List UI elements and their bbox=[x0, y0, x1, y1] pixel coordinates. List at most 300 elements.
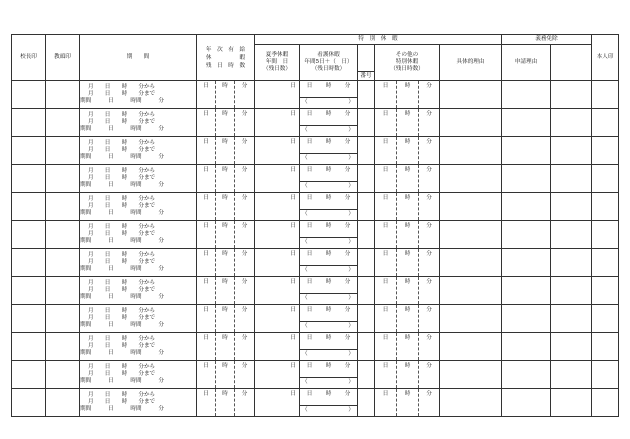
period-to: 月 日 時 分まで bbox=[88, 315, 156, 321]
other-minutes-cell[interactable] bbox=[419, 333, 440, 361]
nursing-paren-field[interactable] bbox=[300, 349, 357, 360]
other-days-cell[interactable] bbox=[375, 109, 397, 137]
other-minutes-cell[interactable] bbox=[419, 221, 440, 249]
nursing-days-unit: 日 bbox=[306, 251, 313, 257]
annual-minutes-cell[interactable] bbox=[235, 333, 255, 361]
other-minutes-cell[interactable] bbox=[419, 137, 440, 165]
other-days-cell[interactable] bbox=[375, 389, 397, 417]
vice-principal-seal-cell[interactable] bbox=[46, 193, 80, 221]
annual-minutes-cell[interactable] bbox=[235, 193, 255, 221]
other-days-cell[interactable] bbox=[375, 249, 397, 277]
annual-hours-unit: 時 bbox=[222, 195, 228, 201]
number-cell[interactable] bbox=[358, 137, 375, 165]
other-minutes-unit: 分 bbox=[426, 279, 432, 285]
nursing-remaining bbox=[300, 221, 357, 237]
nursing-cell[interactable] bbox=[300, 221, 358, 249]
application-reason-cell[interactable] bbox=[502, 277, 551, 305]
header-other-line2: 特別休暇 bbox=[395, 59, 419, 65]
period-from: 月 日 時 分から bbox=[88, 392, 156, 398]
header-principal-seal: 校長印 bbox=[12, 35, 46, 81]
paren-close: ） bbox=[348, 183, 354, 189]
other-days-cell[interactable] bbox=[375, 221, 397, 249]
summer-days-cell[interactable] bbox=[255, 221, 300, 249]
application-reason-cell[interactable] bbox=[502, 333, 551, 361]
period-cell[interactable] bbox=[80, 81, 197, 109]
summer-days-cell[interactable] bbox=[255, 165, 300, 193]
remarks-cell[interactable] bbox=[592, 193, 619, 221]
nursing-hours-unit: 時 bbox=[325, 111, 332, 117]
annual-minutes-unit: 分 bbox=[241, 335, 248, 341]
nursing-minutes-unit: 分 bbox=[344, 391, 351, 397]
header-annual-leave-line2: 休 暇 bbox=[205, 54, 246, 61]
personal-seal-cell[interactable] bbox=[551, 305, 592, 333]
specific-reason-cell[interactable] bbox=[440, 333, 502, 361]
annual-hours-cell[interactable] bbox=[216, 333, 235, 361]
nursing-cell[interactable] bbox=[300, 305, 358, 333]
header-nursing-line2: 年間5日＋（ 日） bbox=[304, 59, 353, 65]
principal-seal-cell[interactable] bbox=[12, 193, 46, 221]
vice-principal-seal-cell[interactable] bbox=[46, 165, 80, 193]
period-duration: 期間 日 時間 分 bbox=[80, 322, 164, 328]
annual-minutes-unit: 分 bbox=[241, 363, 248, 369]
vice-principal-seal-cell[interactable] bbox=[46, 361, 80, 389]
annual-hours-unit: 時 bbox=[222, 391, 228, 397]
remarks-cell[interactable] bbox=[592, 305, 619, 333]
application-reason-cell[interactable] bbox=[502, 221, 551, 249]
principal-seal-cell[interactable] bbox=[12, 81, 46, 109]
paren-open: （ bbox=[302, 127, 308, 133]
annual-days-cell[interactable] bbox=[197, 305, 216, 333]
personal-seal-cell[interactable] bbox=[551, 165, 592, 193]
personal-seal-cell[interactable] bbox=[551, 249, 592, 277]
header-summer-leave bbox=[255, 45, 300, 81]
annual-minutes-unit: 分 bbox=[241, 195, 248, 201]
other-days-unit: 日 bbox=[382, 307, 389, 313]
number-cell[interactable] bbox=[358, 277, 375, 305]
nursing-hours-unit: 時 bbox=[325, 307, 332, 313]
other-hours-cell[interactable] bbox=[397, 165, 419, 193]
annual-hours-cell[interactable] bbox=[216, 389, 235, 417]
annual-minutes-unit: 分 bbox=[241, 251, 248, 257]
annual-minutes-cell[interactable] bbox=[235, 389, 255, 417]
number-cell[interactable] bbox=[358, 109, 375, 137]
period-cell[interactable] bbox=[80, 221, 197, 249]
summer-days-unit: 日 bbox=[290, 391, 296, 397]
period-cell[interactable] bbox=[80, 305, 197, 333]
period-cell[interactable] bbox=[80, 389, 197, 417]
application-reason-cell[interactable] bbox=[502, 137, 551, 165]
vice-principal-seal-cell[interactable] bbox=[46, 277, 80, 305]
nursing-cell[interactable] bbox=[300, 109, 358, 137]
application-reason-cell[interactable] bbox=[502, 361, 551, 389]
nursing-paren-field[interactable] bbox=[300, 97, 357, 108]
nursing-cell[interactable] bbox=[300, 193, 358, 221]
personal-seal-cell[interactable] bbox=[551, 389, 592, 417]
annual-days-cell[interactable] bbox=[197, 277, 216, 305]
period-duration: 期間 日 時間 分 bbox=[80, 294, 164, 300]
annual-hours-cell[interactable] bbox=[216, 109, 235, 137]
nursing-days-unit: 日 bbox=[306, 223, 313, 229]
nursing-minutes-unit: 分 bbox=[344, 223, 351, 229]
remarks-cell[interactable] bbox=[592, 221, 619, 249]
other-minutes-cell[interactable] bbox=[419, 249, 440, 277]
application-reason-cell[interactable] bbox=[502, 81, 551, 109]
paren-close: ） bbox=[348, 351, 354, 357]
principal-seal-cell[interactable] bbox=[12, 221, 46, 249]
paren-open: （ bbox=[302, 351, 308, 357]
annual-minutes-cell[interactable] bbox=[235, 277, 255, 305]
other-hours-cell[interactable] bbox=[397, 137, 419, 165]
other-minutes-cell[interactable] bbox=[419, 109, 440, 137]
application-reason-cell[interactable] bbox=[502, 389, 551, 417]
nursing-paren-field[interactable] bbox=[300, 321, 357, 332]
vice-principal-seal-cell[interactable] bbox=[46, 221, 80, 249]
table-row bbox=[12, 221, 619, 249]
summer-days-cell[interactable] bbox=[255, 137, 300, 165]
vice-principal-seal-cell[interactable] bbox=[46, 389, 80, 417]
period-duration: 期間 日 時間 分 bbox=[80, 238, 164, 244]
number-cell[interactable] bbox=[358, 249, 375, 277]
nursing-days-unit: 日 bbox=[306, 111, 313, 117]
vice-principal-seal-cell[interactable] bbox=[46, 333, 80, 361]
other-hours-cell[interactable] bbox=[397, 361, 419, 389]
nursing-days-unit: 日 bbox=[306, 195, 313, 201]
personal-seal-cell[interactable] bbox=[551, 277, 592, 305]
nursing-minutes-unit: 分 bbox=[344, 307, 351, 313]
period-from: 月 日 時 分から bbox=[88, 252, 156, 258]
other-days-cell[interactable] bbox=[375, 193, 397, 221]
personal-seal-cell[interactable] bbox=[551, 221, 592, 249]
principal-seal-cell[interactable] bbox=[12, 249, 46, 277]
application-reason-cell[interactable] bbox=[502, 109, 551, 137]
vice-principal-seal-cell[interactable] bbox=[46, 305, 80, 333]
summer-days-unit: 日 bbox=[290, 363, 296, 369]
nursing-cell[interactable] bbox=[300, 137, 358, 165]
nursing-paren-field[interactable] bbox=[300, 125, 357, 136]
period-cell[interactable] bbox=[80, 277, 197, 305]
remarks-cell[interactable] bbox=[592, 361, 619, 389]
annual-hours-cell[interactable] bbox=[216, 361, 235, 389]
personal-seal-cell[interactable] bbox=[551, 109, 592, 137]
header-special-leave: 特 別 休 暇 bbox=[255, 35, 502, 45]
other-hours-cell[interactable] bbox=[397, 109, 419, 137]
annual-minutes-unit: 分 bbox=[241, 391, 248, 397]
other-days-cell[interactable] bbox=[375, 305, 397, 333]
nursing-paren-field[interactable] bbox=[300, 265, 357, 276]
annual-days-unit: 日 bbox=[203, 195, 209, 201]
number-cell[interactable] bbox=[358, 333, 375, 361]
annual-days-cell[interactable] bbox=[197, 81, 216, 109]
specific-reason-cell[interactable] bbox=[440, 221, 502, 249]
annual-days-unit: 日 bbox=[203, 335, 209, 341]
annual-days-cell[interactable] bbox=[197, 165, 216, 193]
period-from: 月 日 時 分から bbox=[88, 280, 156, 286]
personal-seal-cell[interactable] bbox=[551, 361, 592, 389]
annual-days-cell[interactable] bbox=[197, 109, 216, 137]
application-reason-cell[interactable] bbox=[502, 249, 551, 277]
nursing-paren-field[interactable] bbox=[300, 153, 357, 164]
specific-reason-cell[interactable] bbox=[440, 305, 502, 333]
vice-principal-seal-cell[interactable] bbox=[46, 137, 80, 165]
period-to: 月 日 時 分まで bbox=[88, 259, 156, 265]
specific-reason-cell[interactable] bbox=[440, 81, 502, 109]
nursing-cell[interactable] bbox=[300, 277, 358, 305]
annual-hours-cell[interactable] bbox=[216, 305, 235, 333]
annual-days-unit: 日 bbox=[203, 223, 209, 229]
number-cell[interactable] bbox=[358, 81, 375, 109]
principal-seal-cell[interactable] bbox=[12, 165, 46, 193]
principal-seal-cell[interactable] bbox=[12, 305, 46, 333]
paren-close: ） bbox=[348, 407, 354, 413]
annual-minutes-cell[interactable] bbox=[235, 137, 255, 165]
annual-hours-cell[interactable] bbox=[216, 165, 235, 193]
nursing-days-unit: 日 bbox=[306, 363, 313, 369]
specific-reason-cell[interactable] bbox=[440, 109, 502, 137]
nursing-paren-field[interactable] bbox=[300, 237, 357, 248]
other-hours-cell[interactable] bbox=[397, 193, 419, 221]
remarks-cell[interactable] bbox=[592, 137, 619, 165]
number-cell[interactable] bbox=[358, 221, 375, 249]
table-row bbox=[12, 137, 619, 165]
remarks-cell[interactable] bbox=[592, 277, 619, 305]
remarks-cell[interactable] bbox=[592, 109, 619, 137]
other-days-cell[interactable] bbox=[375, 333, 397, 361]
header-number-spacer bbox=[358, 45, 375, 72]
other-days-cell[interactable] bbox=[375, 81, 397, 109]
nursing-hours-unit: 時 bbox=[325, 279, 332, 285]
table-row bbox=[12, 333, 619, 361]
other-minutes-cell[interactable] bbox=[419, 277, 440, 305]
other-hours-cell[interactable] bbox=[397, 333, 419, 361]
header-annual-leave bbox=[197, 35, 255, 81]
other-minutes-unit: 分 bbox=[426, 111, 432, 117]
remarks-cell[interactable] bbox=[592, 165, 619, 193]
period-cell[interactable] bbox=[80, 165, 197, 193]
nursing-hours-unit: 時 bbox=[325, 391, 332, 397]
other-days-cell[interactable] bbox=[375, 361, 397, 389]
annual-minutes-cell[interactable] bbox=[235, 81, 255, 109]
annual-days-cell[interactable] bbox=[197, 193, 216, 221]
annual-days-unit: 日 bbox=[203, 167, 209, 173]
period-to: 月 日 時 分まで bbox=[88, 287, 156, 293]
annual-minutes-cell[interactable] bbox=[235, 165, 255, 193]
summer-days-cell[interactable] bbox=[255, 109, 300, 137]
nursing-cell[interactable] bbox=[300, 389, 358, 417]
nursing-cell[interactable] bbox=[300, 333, 358, 361]
number-cell[interactable] bbox=[358, 165, 375, 193]
other-hours-cell[interactable] bbox=[397, 277, 419, 305]
header-other-special bbox=[375, 45, 440, 81]
annual-days-cell[interactable] bbox=[197, 221, 216, 249]
other-hours-cell[interactable] bbox=[397, 221, 419, 249]
principal-seal-cell[interactable] bbox=[12, 137, 46, 165]
other-hours-cell[interactable] bbox=[397, 389, 419, 417]
nursing-hours-unit: 時 bbox=[325, 251, 332, 257]
summer-days-cell[interactable] bbox=[255, 249, 300, 277]
other-minutes-cell[interactable] bbox=[419, 305, 440, 333]
annual-days-cell[interactable] bbox=[197, 333, 216, 361]
table-row bbox=[12, 277, 619, 305]
nursing-hours-unit: 時 bbox=[325, 139, 332, 145]
summer-days-cell[interactable] bbox=[255, 361, 300, 389]
annual-minutes-cell[interactable] bbox=[235, 221, 255, 249]
principal-seal-cell[interactable] bbox=[12, 109, 46, 137]
number-cell[interactable] bbox=[358, 361, 375, 389]
period-cell[interactable] bbox=[80, 249, 197, 277]
specific-reason-cell[interactable] bbox=[440, 137, 502, 165]
number-cell[interactable] bbox=[358, 305, 375, 333]
annual-minutes-cell[interactable] bbox=[235, 305, 255, 333]
other-minutes-unit: 分 bbox=[426, 167, 432, 173]
other-minutes-unit: 分 bbox=[426, 307, 432, 313]
period-from: 月 日 時 分から bbox=[88, 196, 156, 202]
remarks-cell[interactable] bbox=[592, 249, 619, 277]
period-cell[interactable] bbox=[80, 137, 197, 165]
annual-minutes-unit: 分 bbox=[241, 111, 248, 117]
nursing-paren-field[interactable] bbox=[300, 377, 357, 388]
summer-days-cell[interactable] bbox=[255, 81, 300, 109]
period-to: 月 日 時 分まで bbox=[88, 399, 156, 405]
header-annual-leave-line1: 年 次 有 給 bbox=[205, 46, 246, 53]
nursing-remaining bbox=[300, 361, 357, 377]
other-minutes-cell[interactable] bbox=[419, 165, 440, 193]
number-cell[interactable] bbox=[358, 193, 375, 221]
nursing-remaining bbox=[300, 137, 357, 153]
annual-minutes-cell[interactable] bbox=[235, 249, 255, 277]
annual-hours-unit: 時 bbox=[222, 335, 228, 341]
annual-hours-cell[interactable] bbox=[216, 249, 235, 277]
vice-principal-seal-cell[interactable] bbox=[46, 109, 80, 137]
nursing-hours-unit: 時 bbox=[325, 195, 332, 201]
remarks-cell[interactable] bbox=[592, 389, 619, 417]
specific-reason-cell[interactable] bbox=[440, 389, 502, 417]
specific-reason-cell[interactable] bbox=[440, 277, 502, 305]
other-days-unit: 日 bbox=[382, 195, 389, 201]
other-hours-unit: 時 bbox=[404, 111, 411, 117]
other-minutes-unit: 分 bbox=[426, 251, 432, 257]
annual-days-cell[interactable] bbox=[197, 389, 216, 417]
nursing-paren-field[interactable] bbox=[300, 181, 357, 192]
specific-reason-cell[interactable] bbox=[440, 193, 502, 221]
other-minutes-cell[interactable] bbox=[419, 193, 440, 221]
period-cell[interactable] bbox=[80, 109, 197, 137]
personal-seal-cell[interactable] bbox=[551, 137, 592, 165]
annual-minutes-cell[interactable] bbox=[235, 361, 255, 389]
annual-hours-cell[interactable] bbox=[216, 221, 235, 249]
annual-minutes-unit: 分 bbox=[241, 83, 248, 89]
nursing-remaining bbox=[300, 305, 357, 321]
header-specific-reason: 具体的理由 bbox=[440, 45, 502, 81]
nursing-cell[interactable] bbox=[300, 361, 358, 389]
personal-seal-cell[interactable] bbox=[551, 81, 592, 109]
other-minutes-cell[interactable] bbox=[419, 81, 440, 109]
other-hours-cell[interactable] bbox=[397, 305, 419, 333]
nursing-minutes-unit: 分 bbox=[344, 363, 351, 369]
application-reason-cell[interactable] bbox=[502, 193, 551, 221]
other-minutes-unit: 分 bbox=[426, 335, 432, 341]
personal-seal-cell[interactable] bbox=[551, 333, 592, 361]
nursing-remaining bbox=[300, 249, 357, 265]
remarks-cell[interactable] bbox=[592, 81, 619, 109]
other-minutes-cell[interactable] bbox=[419, 389, 440, 417]
nursing-minutes-unit: 分 bbox=[344, 83, 351, 89]
annual-hours-cell[interactable] bbox=[216, 81, 235, 109]
vice-principal-seal-cell[interactable] bbox=[46, 81, 80, 109]
summer-days-cell[interactable] bbox=[255, 193, 300, 221]
period-to: 月 日 時 分まで bbox=[88, 343, 156, 349]
vice-principal-seal-cell[interactable] bbox=[46, 249, 80, 277]
application-reason-cell[interactable] bbox=[502, 165, 551, 193]
period-duration: 期間 日 時間 分 bbox=[80, 210, 164, 216]
other-minutes-unit: 分 bbox=[426, 391, 432, 397]
paren-open: （ bbox=[302, 211, 308, 217]
header-other-line3: （残日時数） bbox=[390, 66, 424, 72]
nursing-cell[interactable] bbox=[300, 81, 358, 109]
other-days-cell[interactable] bbox=[375, 137, 397, 165]
principal-seal-cell[interactable] bbox=[12, 277, 46, 305]
other-hours-cell[interactable] bbox=[397, 249, 419, 277]
annual-minutes-cell[interactable] bbox=[235, 109, 255, 137]
annual-hours-cell[interactable] bbox=[216, 137, 235, 165]
personal-seal-cell[interactable] bbox=[551, 193, 592, 221]
table-row bbox=[12, 109, 619, 137]
principal-seal-cell[interactable] bbox=[12, 389, 46, 417]
header-other-line1: その他の bbox=[395, 52, 419, 58]
principal-seal-cell[interactable] bbox=[12, 333, 46, 361]
annual-days-cell[interactable] bbox=[197, 361, 216, 389]
period-cell[interactable] bbox=[80, 361, 197, 389]
number-cell[interactable] bbox=[358, 389, 375, 417]
header-annual-leave-line3: 残 日 時 数 bbox=[205, 62, 246, 69]
period-from: 月 日 時 分から bbox=[88, 336, 156, 342]
other-hours-unit: 時 bbox=[404, 307, 411, 313]
nursing-days-unit: 日 bbox=[306, 335, 313, 341]
nursing-paren-field[interactable] bbox=[300, 293, 357, 304]
other-days-cell[interactable] bbox=[375, 277, 397, 305]
annual-hours-cell[interactable] bbox=[216, 277, 235, 305]
nursing-cell[interactable] bbox=[300, 249, 358, 277]
period-cell[interactable] bbox=[80, 193, 197, 221]
period-duration: 期間 日 時間 分 bbox=[80, 98, 164, 104]
annual-days-cell[interactable] bbox=[197, 249, 216, 277]
annual-hours-cell[interactable] bbox=[216, 193, 235, 221]
summer-days-cell[interactable] bbox=[255, 333, 300, 361]
remarks-cell[interactable] bbox=[592, 333, 619, 361]
other-days-cell[interactable] bbox=[375, 165, 397, 193]
annual-days-cell[interactable] bbox=[197, 137, 216, 165]
other-minutes-cell[interactable] bbox=[419, 361, 440, 389]
summer-days-unit: 日 bbox=[290, 139, 296, 145]
nursing-minutes-unit: 分 bbox=[344, 279, 351, 285]
application-reason-cell[interactable] bbox=[502, 305, 551, 333]
principal-seal-cell[interactable] bbox=[12, 361, 46, 389]
nursing-paren-field[interactable] bbox=[300, 405, 357, 416]
summer-days-cell[interactable] bbox=[255, 389, 300, 417]
other-hours-cell[interactable] bbox=[397, 81, 419, 109]
annual-minutes-unit: 分 bbox=[241, 279, 248, 285]
annual-days-unit: 日 bbox=[203, 83, 209, 89]
summer-days-cell[interactable] bbox=[255, 305, 300, 333]
summer-days-cell[interactable] bbox=[255, 277, 300, 305]
nursing-paren-field[interactable] bbox=[300, 209, 357, 220]
specific-reason-cell[interactable] bbox=[440, 165, 502, 193]
annual-hours-unit: 時 bbox=[222, 167, 228, 173]
period-cell[interactable] bbox=[80, 333, 197, 361]
nursing-cell[interactable] bbox=[300, 165, 358, 193]
period-duration: 期間 日 時間 分 bbox=[80, 406, 164, 412]
specific-reason-cell[interactable] bbox=[440, 249, 502, 277]
specific-reason-cell[interactable] bbox=[440, 361, 502, 389]
